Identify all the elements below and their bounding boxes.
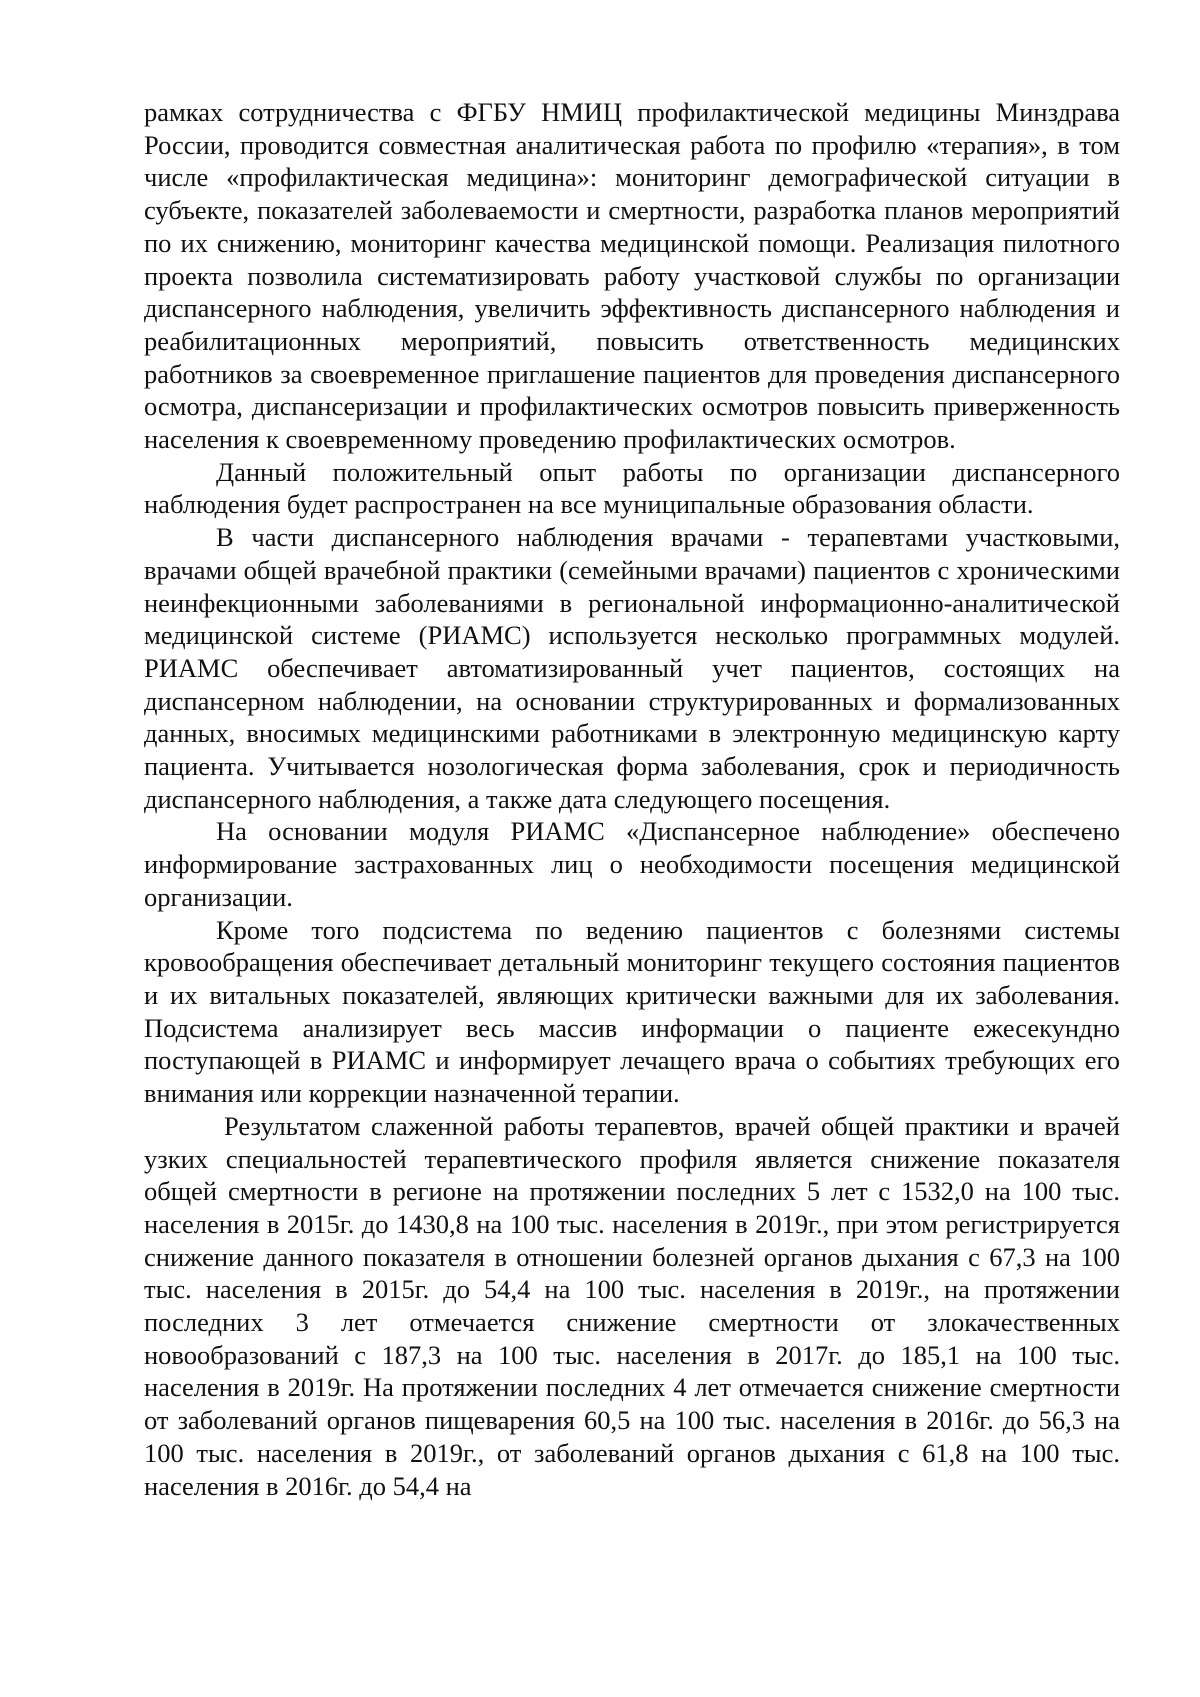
- paragraph-circulatory-subsystem: Кроме того подсистема по ведению пациентов с болезнями системы кровообращения обеспечивает детальный мониторинг текущего состояния пациентов и их витальных показателей, являющих критически важными для их заболевания. Подсистема анализирует весь массив информации о пациенте ежесекундно поступающей в РИАМС и информирует лечащего врача о событиях требующих его внимания или коррекции назначенной терапии.: [144, 914, 1120, 1109]
- paragraph-riams-modules: В части диспансерного наблюдения врачами - терапевтами участковыми, врачами общей врачебной практики (семейными врачами) пациентов с хроническими неинфекционными заболеваниями в региональной информационно-аналитической медицинской системе (РИАМС) используется несколько программных модулей. РИАМС обеспечивает автоматизированный учет пациентов, состоящих на диспансерном наблюдении, на основании структурированных и формализованных данных, вносимых медицинскими работниками в электронную медицинскую карту пациента. Учитывается нозологическая форма заболевания, срок и периодичность диспансерного наблюдения, а также дата следующего посещения.: [144, 522, 1120, 814]
- paragraph-mortality-results: Результатом слаженной работы терапевтов, врачей общей практики и врачей узких специальностей терапевтического профиля является снижение показателя общей смертности в регионе на протяжении последних 5 лет с 1532,0 на 100 тыс. населения в 2015г. до 1430,8 на 100 тыс. населения в 2019г., при этом регистрируется снижение данного показателя в отношении болезней органов дыхания с 67,3 на 100 тыс. населения в 2015г. до 54,4 на 100 тыс. населения в 2019г., на протяжении последних 3 лет отмечается снижение смертности от злокачественных новообразований с 187,3 на 100 тыс. населения в 2017г. до 185,1 на 100 тыс. населения в 2019г. На протяжении последних 4 лет отмечается снижение смертности от заболеваний органов пищеварения 60,5 на 100 тыс. населения в 2016г. до 56,3 на 100 тыс. населения в 2019г., от заболеваний органов дыхания с 61,8 на 100 тыс. населения в 2016г. до 54,4 на: [144, 1110, 1120, 1501]
- document-page: [144, 96, 1120, 1502]
- paragraph-positive-experience: Данный положительный опыт работы по организации диспансерного наблюдения будет распространен на все муниципальные образования области.: [144, 456, 1120, 520]
- paragraph-collaboration: рамках сотрудничества с ФГБУ НМИЦ профилактической медицины Минздрава России, проводится совместная аналитическая работа по профилю «терапия», в том числе «профилактическая медицина»: мониторинг демографической ситуации в субъекте, показателей заболеваемости и смертности, разработка планов мероприятий по их снижению, мониторинг качества медицинской помощи. Реализация пилотного проекта позволила систематизировать работу участковой службы по организации диспансерного наблюдения, увеличить эффективность диспансерного наблюдения и реабилитационных мероприятий, повысить ответственность медицинских работников за своевременное приглашение пациентов для проведения диспансерного осмотра, диспансеризации и профилактических осмотров повысить приверженность населения к своевременному проведению профилактических осмотров.: [144, 97, 1120, 455]
- paragraph-dispensary-module: На основании модуля РИАМС «Диспансерное наблюдение» обеспечено информирование застрахованных лиц о необходимости посещения медицинской организации.: [144, 816, 1120, 912]
